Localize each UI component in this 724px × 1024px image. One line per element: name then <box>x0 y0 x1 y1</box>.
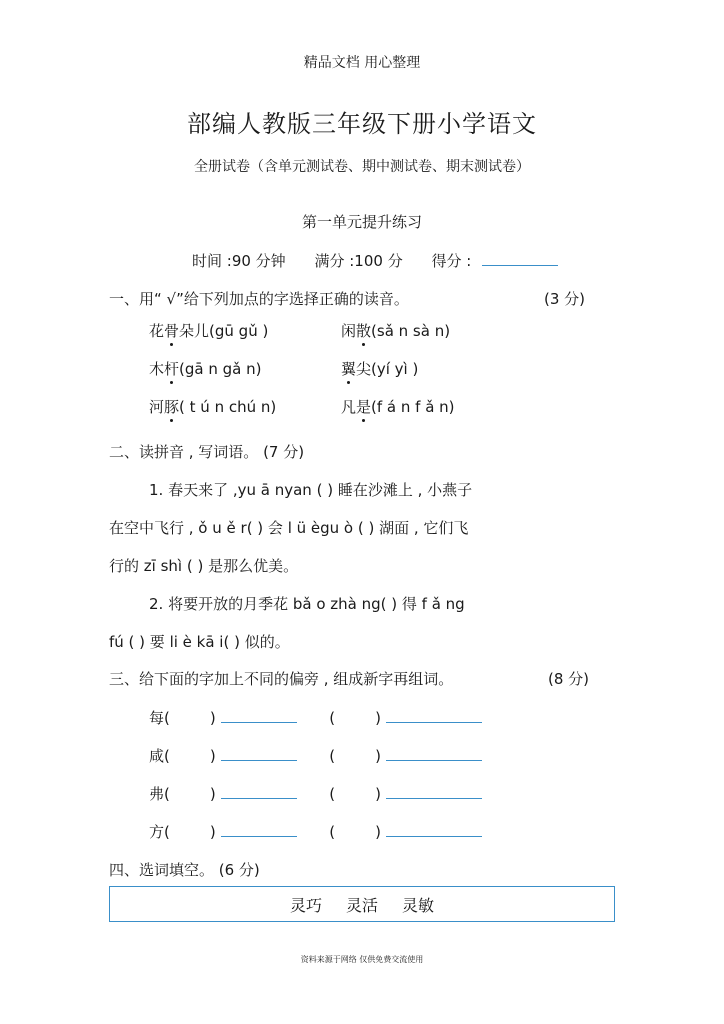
q3-row: 方( ) ( ) <box>149 821 482 842</box>
q2-line: 行的 zī shì ( ) 是那么优美。 <box>109 557 299 575</box>
q2-heading: 二、读拼音 , 写词语。 (7 分) <box>109 443 305 461</box>
q3-row: 弗( ) ( ) <box>149 783 482 804</box>
q1-item: 闲散(sǎ n sà n) <box>341 322 451 340</box>
q2-line: 1. 春天来了 ,yu ā nyan ( ) 睡在沙滩上 , 小燕子 <box>149 481 473 499</box>
q1-item: 凡是(f á n f ǎ n) <box>341 398 455 416</box>
word-option: 灵活 <box>345 895 378 915</box>
q3-heading: 三、给下面的字加上不同的偏旁 , 组成新字再组词。 <box>109 670 454 688</box>
q2-line: 在空中飞行 , ǒ u ě r( ) 会 l ü ègu ò ( ) 湖面 , 它们飞 <box>109 519 469 537</box>
word-blank[interactable] <box>386 760 482 761</box>
document-subtitle: 全册试卷（含单元测试卷、期中测试卷、期末测试卷） <box>194 159 530 175</box>
word-option: 灵巧 <box>289 895 322 915</box>
q1-item: 河豚( t ú n chú n) <box>149 398 277 416</box>
document-title: 部编人教版三年级下册小学语文 <box>187 110 537 138</box>
unit-title: 第一单元提升练习 <box>301 213 422 231</box>
word-blank[interactable] <box>386 836 482 837</box>
word-blank[interactable] <box>221 722 297 723</box>
q4-heading: 四、选词填空。 (6 分) <box>109 861 260 879</box>
time-label: 时间 :90 分钟 <box>192 252 286 270</box>
q3-char: 方 <box>149 823 165 841</box>
q1-points: (3 分) <box>544 290 586 308</box>
exam-meta <box>192 250 564 271</box>
q2-line: fú ( ) 要 li è kā i( ) 似的。 <box>109 633 290 651</box>
word-blank[interactable] <box>221 836 297 837</box>
word-bank <box>109 886 615 922</box>
page-footer: 资料来源于网络 仅供免费交流使用 <box>300 955 424 964</box>
q3-char: 弗 <box>149 785 165 803</box>
page-header: 精品文档 用心整理 <box>303 55 421 71</box>
score-label: 得分 : <box>431 252 472 270</box>
word-blank[interactable] <box>386 722 482 723</box>
q2-line: 2. 将要开放的月季花 bǎ o zhà ng( ) 得 f ǎ ng <box>149 595 465 613</box>
q3-char: 每 <box>149 709 165 727</box>
score-blank[interactable] <box>482 253 558 266</box>
word-blank[interactable] <box>221 798 297 799</box>
word-blank[interactable] <box>221 760 297 761</box>
word-option: 灵敏 <box>402 895 435 915</box>
q3-row: 每( ) ( ) <box>149 707 482 728</box>
q1-item: 木杆(gā n gǎ n) <box>149 360 262 378</box>
full-score-label: 满分 :100 分 <box>314 252 403 270</box>
q3-row: 咸( ) ( ) <box>149 745 482 766</box>
word-blank[interactable] <box>386 798 482 799</box>
q3-char: 咸 <box>149 747 165 765</box>
q1-item: 翼尖(yí yì ) <box>341 360 419 378</box>
q1-item: 花骨朵儿(gū gǔ ) <box>149 322 269 340</box>
q3-points: (8 分) <box>548 670 590 688</box>
q1-heading: 一、用“ √”给下列加点的字选择正确的读音。 <box>109 290 409 308</box>
